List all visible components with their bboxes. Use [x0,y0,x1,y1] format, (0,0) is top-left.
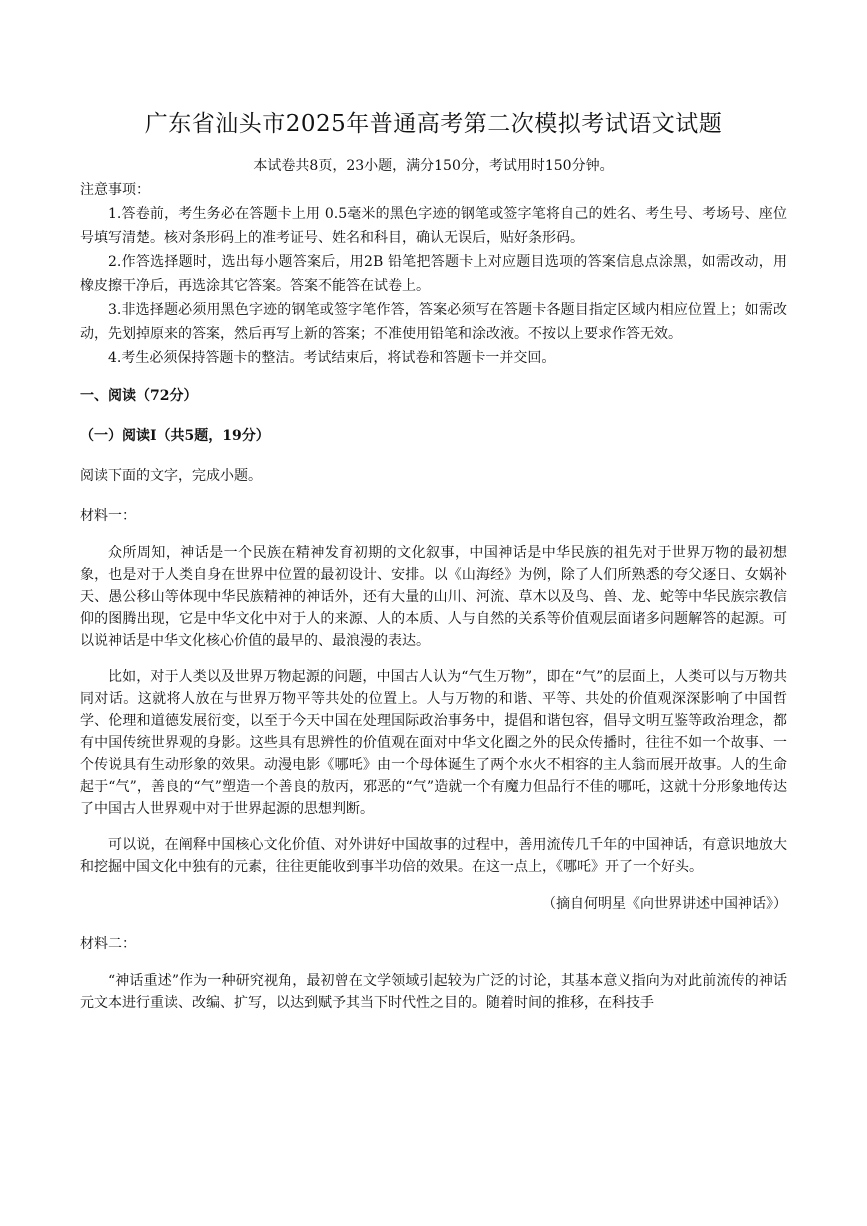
subsection-heading-reading-1: （一）阅读Ⅰ（共5题，19分） [80,428,270,444]
notice-item-3: 3.非选择题必须用黑色字迹的钢笔或签字笔作答，答案必须写在答题卡各题目指定区域内相应位置上；如需改动，先划掉原来的答案，然后再写上新的答案；不准使用铅笔和涂改液。不按以上要求作答无效。 [80,302,787,342]
material-1-paragraph-2: 比如，对于人类以及世界万物起源的问题，中国古人认为“气生万物”，即在“气”的层面上，人类可以与万物共同对话。这就将人放在与世界万物平等共处的位置上。人与万物的和谐、平等、共处的价值观深深影响了中国哲学、伦理和道德发展衍变，以至于今天中国在处理国际政治事务中，提倡和谐包容，倡导文明互鉴等政治理念，都有中国传统世界观的身影。这些具有思辨性的价值观在面对中华文化圈之外的民众传播时，往往不如一个故事、一个传说具有生动形象的效果。动漫电影《哪吒》由一个母体诞生了两个水火不相容的主人翁而展开故事。人的生命起于“气”，善良的“气”塑造一个善良的敖丙，邪恶的“气”造就一个有魔力但品行不佳的哪吒，这就十分形象地传达了中国古人世界观中对于世界起源的思想判断。 [80,669,787,817]
material-1-paragraph-3: 可以说，在阐释中国核心文化价值、对外讲好中国故事的过程中，善用流传几千年的中国神话，有意识地放大和挖掘中国文化中独有的元素，往往更能收到事半功倍的效果。在这一点上，《哪吒》开了一个好头。 [80,837,787,875]
notice-item-4: 4.考生必须保持答题卡的整洁。考试结束后，将试卷和答题卡一并交回。 [108,350,556,366]
notice-item-1: 1.答卷前，考生务必在答题卡上用 0.5毫米的黑色字迹的钢笔或签字笔将自己的姓名、考生号、考场号、座位号填写清楚。核对条形码上的准考证号、姓名和科目，确认无误后，贴好条形码。 [80,206,787,246]
material-1-paragraph-1: 众所周知，神话是一个民族在精神发育初期的文化叙事，中国神话是中华民族的祖先对于世界万物的最初想象，也是对于人类自身在世界中位置的最初设计、安排。以《山海经》为例，除了人们所熟悉的夸父逐日、女娲补天、愚公移山等体现中华民族精神的神话外，还有大量的山川、河流、草木以及鸟、兽、龙、蛇等中华民族宗教信仰的图腾出现，它是中华文化中对于人的来源、人的本质、人与自然的关系等价值观层面诸多问题解答的起源。可以说神话是中华文化核心价值的最早的、最浪漫的表达。 [80,545,787,649]
page-title: 广东省汕头市2025年普通高考第二次模拟考试语文试题 [144,111,723,137]
material-1-label: 材料一： [80,508,136,524]
section-heading-reading: 一、阅读（72分） [80,388,198,404]
material-2-paragraph-1: “神话重述”作为一种研究视角，最初曾在文学领域引起较为广泛的讨论，其基本意义指向为对此前流传的神话元文本进行重读、改编、扩写，以达到赋予其当下时代性之目的。随着时间的推移，在科技手 [80,973,787,1011]
material-2-label: 材料二： [80,936,136,952]
notice-item-2: 2.作答选择题时，选出每小题答案后，用2B 铅笔把答题卡上对应题目选项的答案信息点涂黑，如需改动，用橡皮擦干净后，再选涂其它答案。答案不能答在试卷上。 [80,254,787,294]
reading-instruction: 阅读下面的文字，完成小题。 [80,468,262,484]
material-1-source: （摘自何明星《向世界讲述中国神话》） [542,896,787,912]
exam-info: 本试卷共8页，23小题，满分150分，考试用时150分钟。 [253,158,614,174]
notice-label: 注意事项： [80,182,150,198]
exam-page [80,0,787,1028]
